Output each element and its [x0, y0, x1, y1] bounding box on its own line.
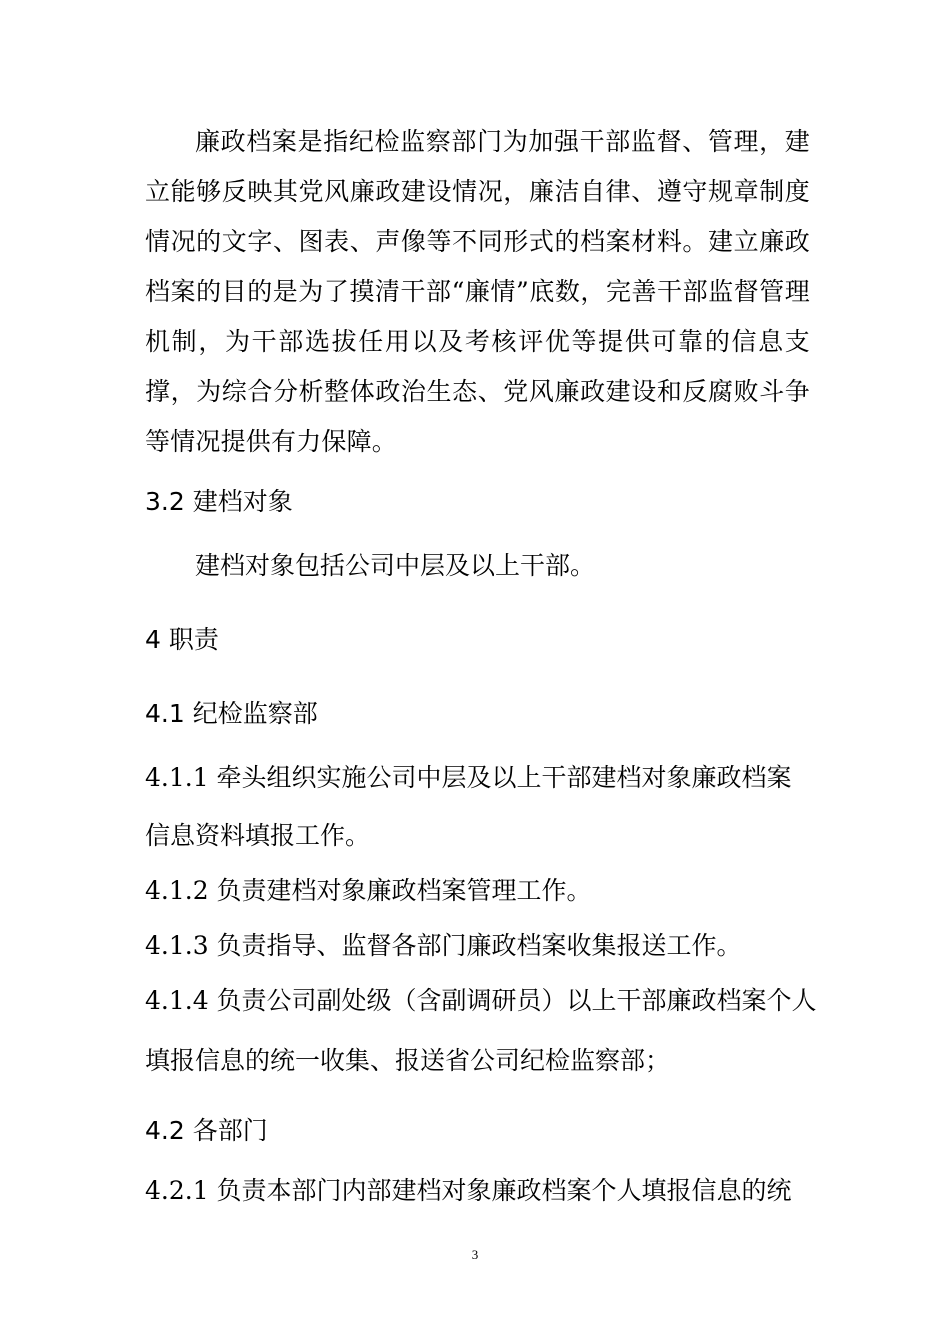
section-3-2-heading: 3.2 建档对象 [145, 487, 293, 516]
item-4-1-4-line2: 填报信息的统一收集、报送省公司纪检监察部； [145, 1046, 671, 1075]
section-4-heading: 4 职责 [145, 625, 219, 654]
item-4-1-3: 4.1.3 负责指导、监督各部门廉政档案收集报送工作。 [145, 931, 742, 960]
section-4-2-heading: 4.2 各部门 [145, 1116, 268, 1145]
item-4-1-1-line2: 信息资料填报工作。 [145, 821, 371, 850]
item-4-1-4-line1: 4.1.4 负责公司副处级（含副调研员）以上干部廉政档案个人 [145, 986, 817, 1015]
item-4-1-1-line1: 4.1.1 牵头组织实施公司中层及以上干部建档对象廉政档案 [145, 763, 792, 792]
intro-paragraph: 廉政档案是指纪检监察部门为加强干部监督、管理，建立能够反映其党风廉政建设情况，廉洁自律、遵守规章制度情况的文字、图表、声像等不同形式的档案材料。建立廉政档案的目的是为了摸清干部“廉情”底数，完善干部监督管理机制，为干部选拔任用以及考核评优等提供可靠的信息支撑，为综合分析整体政治生态、党风廉政建设和反腐败斗争等情况提供有力保障。 [145, 127, 810, 456]
item-4-1-2: 4.1.2 负责建档对象廉政档案管理工作。 [145, 876, 592, 905]
section-4-1-heading: 4.1 纪检监察部 [145, 699, 318, 728]
section-3-2-body: 建档对象包括公司中层及以上干部。 [195, 551, 596, 580]
page-number: 3 [471, 1247, 479, 1262]
item-4-2-1-line1: 4.2.1 负责本部门内部建档对象廉政档案个人填报信息的统 [145, 1176, 792, 1205]
